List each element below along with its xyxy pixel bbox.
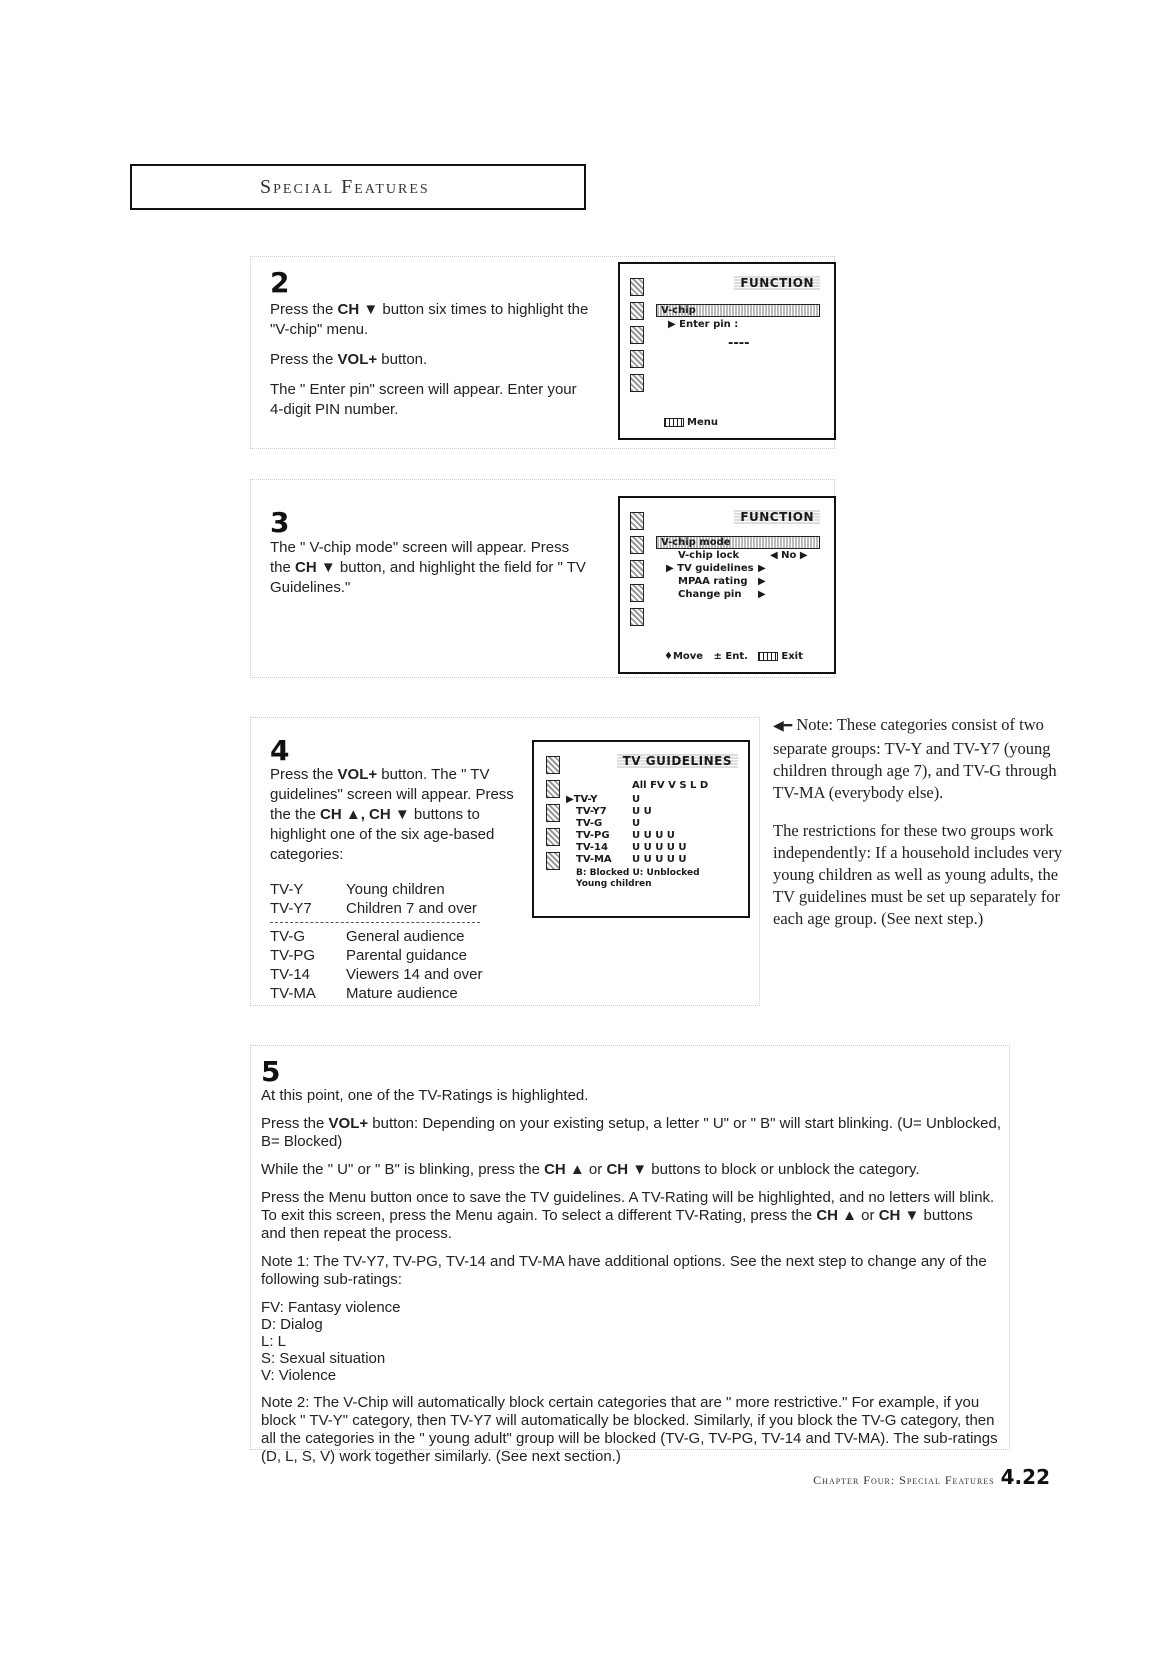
rating-values-tvg: U bbox=[632, 818, 641, 829]
setup-icon bbox=[630, 350, 644, 368]
vchip-bar: V-chip bbox=[656, 304, 820, 317]
step4-number: 4 bbox=[270, 734, 290, 767]
menu-icons-column bbox=[546, 756, 560, 870]
rating-row-tvg: TV-G bbox=[576, 818, 603, 829]
mpaa-rating-label: MPAA rating bbox=[678, 576, 748, 587]
rating-categories bbox=[270, 880, 482, 1003]
osd-footer: Menu bbox=[664, 417, 718, 428]
step5-number: 5 bbox=[261, 1055, 281, 1088]
category-row: TV-G General audience bbox=[270, 928, 465, 945]
note-arrow-icon: ◀━ bbox=[773, 719, 793, 734]
rating-row-tvpg: TV-PG bbox=[576, 830, 610, 841]
step2-number: 2 bbox=[270, 266, 290, 299]
category-row: TV-PG Parental guidance bbox=[270, 947, 467, 964]
list-item: S: Sexual situation bbox=[261, 1350, 386, 1367]
page-footer bbox=[813, 1465, 1050, 1489]
page-number: 4.22 bbox=[1000, 1465, 1050, 1489]
list-item: V: Violence bbox=[261, 1367, 337, 1384]
osd-title: FUNCTION bbox=[734, 510, 820, 524]
rating-values-tv14: U U U U U bbox=[632, 842, 687, 853]
change-pin-label: Change pin bbox=[678, 589, 742, 600]
rating-values-tvma: U U U U U bbox=[632, 854, 687, 865]
osd-title: TV GUIDELINES bbox=[617, 754, 738, 768]
channel-icon bbox=[630, 326, 644, 344]
picture-icon bbox=[630, 512, 644, 530]
sound-icon bbox=[630, 302, 644, 320]
vchip-pin-screen bbox=[618, 262, 836, 440]
sound-icon bbox=[546, 780, 560, 798]
step4-text: Press the VOL+ button. The " TV guidelines" screen will appear. Press the the CH ▲, CH ▼ buttons to highlight one of the six age-based categories: bbox=[270, 766, 514, 863]
step3-number: 3 bbox=[270, 506, 290, 539]
channel-icon bbox=[546, 804, 560, 822]
rating-caption: Young children bbox=[576, 879, 652, 889]
function-icon bbox=[630, 608, 644, 626]
vchip-lock-value: ◀ No ▶ bbox=[770, 550, 808, 561]
list-item: D: Dialog bbox=[261, 1316, 323, 1333]
section-title: Special Features bbox=[260, 175, 430, 198]
osd-footer: ♦Move ± Ent. Exit bbox=[664, 651, 803, 662]
pin-entry: ---- bbox=[728, 336, 750, 351]
rating-row-tvy7: TV-Y7 bbox=[576, 806, 607, 817]
step2-text: Press the CH ▼ button six times to highlight the "V-chip" menu. Press the VOL+ button. The " Enter pin" screen will appear. Enter your 4-digit PIN number. bbox=[270, 301, 589, 418]
note-paragraph-1: Note: These categories consist of two separate groups: TV-Y and TV-Y7 (young children through age 7), and TV-G through TV-MA (everybody else). bbox=[773, 715, 1057, 802]
setup-icon bbox=[546, 828, 560, 846]
tv-guidelines-label: ▶ TV guidelines bbox=[666, 563, 754, 574]
enter-pin-label: ▶ Enter pin : bbox=[668, 319, 739, 330]
function-icon bbox=[546, 852, 560, 870]
menu-icons-column bbox=[630, 512, 644, 626]
vchip-mode-bar: V-chip mode bbox=[656, 536, 820, 549]
chapter-label: Chapter Four: Special Features bbox=[813, 1473, 995, 1487]
vchip-lock-label: V-chip lock bbox=[678, 550, 740, 561]
rating-values-tvy: U bbox=[632, 794, 641, 805]
change-pin-arrow: ▶ bbox=[758, 589, 766, 600]
rating-values-tvpg: U U U U bbox=[632, 830, 675, 841]
exit-icon bbox=[758, 652, 778, 661]
mpaa-rating-arrow: ▶ bbox=[758, 576, 766, 587]
rating-legend: B: Blocked U: Unblocked bbox=[576, 868, 700, 878]
picture-icon bbox=[630, 278, 644, 296]
menu-icon bbox=[664, 418, 684, 427]
rating-values-tvy7: U U bbox=[632, 806, 652, 817]
note-paragraph-2: The restrictions for these two groups work independently: If a household includes very young children as well as young adults, the TV guidelines must be set up separately for each age group. (See next step.) bbox=[773, 821, 1063, 928]
menu-icons-column bbox=[630, 278, 644, 392]
rating-row-tv14: TV-14 bbox=[576, 842, 608, 853]
category-row: TV-MA Mature audience bbox=[270, 985, 458, 1002]
osd-title: FUNCTION bbox=[734, 276, 820, 290]
vchip-mode-screen bbox=[618, 496, 836, 674]
step5-text: At this point, one of the TV-Ratings is highlighted. Press the VOL+ button: Depending on your existing setup, a letter " U" or " B" will start blinking. (U= Unblocked, B= Blocked) While the " U" or " B" is blinking, press the CH ▲ or CH ▼ buttons to block or unblock the category. Press the Menu button once to save the TV guidelines. A TV-Rating will be highlighted, and no letters will blink. To exit this screen, press the Menu again. To select a different TV-Rating, press the CH ▲ or CH ▼ buttons and then repeat the process. Note 1: The TV-Y7, TV-PG, TV-14 and TV-MA have additional options. See the next step to change any of the following sub-ratings: FV: Fantasy violence D: Dialog L: L S: Sexual situation V: Violence Note 2: The V-Chip will automatically block certain categories that are " more restrictive." For example, if you block " TV-Y" category, then TV-Y7 will automatically be blocked. Similarly, if you block the TV-G category, then all the categories in the " young adult" group will be blocked (TV-G, TV-PG, TV-14 and TV-MA). The sub-ratings (D, L, S, V) work together similarly. (See next section.) bbox=[261, 1087, 1002, 1465]
category-row: TV-Y7 Children 7 and over bbox=[270, 900, 477, 917]
rating-row-tvy: ▶TV-Y bbox=[566, 794, 598, 805]
tv-guidelines-screen bbox=[532, 740, 750, 918]
category-row: TV-Y Young children bbox=[270, 881, 445, 898]
section-header bbox=[130, 164, 586, 210]
step3-text: The " V-chip mode" screen will appear. Press the CH ▼ button, and highlight the field for " TV Guidelines." bbox=[270, 539, 586, 596]
setup-icon bbox=[630, 584, 644, 602]
list-item: L: L bbox=[261, 1333, 287, 1350]
category-row: TV-14 Viewers 14 and over bbox=[270, 966, 483, 983]
sub-ratings-list bbox=[261, 1299, 1001, 1384]
sound-icon bbox=[630, 536, 644, 554]
function-icon bbox=[630, 374, 644, 392]
rating-columns-header: All FV V S L D bbox=[632, 780, 709, 791]
rating-row-tvma: TV-MA bbox=[576, 854, 612, 865]
picture-icon bbox=[546, 756, 560, 774]
list-item: FV: Fantasy violence bbox=[261, 1299, 401, 1316]
side-note bbox=[773, 714, 1063, 946]
channel-icon bbox=[630, 560, 644, 578]
tv-guidelines-arrow: ▶ bbox=[758, 563, 766, 574]
group-divider bbox=[270, 922, 480, 923]
